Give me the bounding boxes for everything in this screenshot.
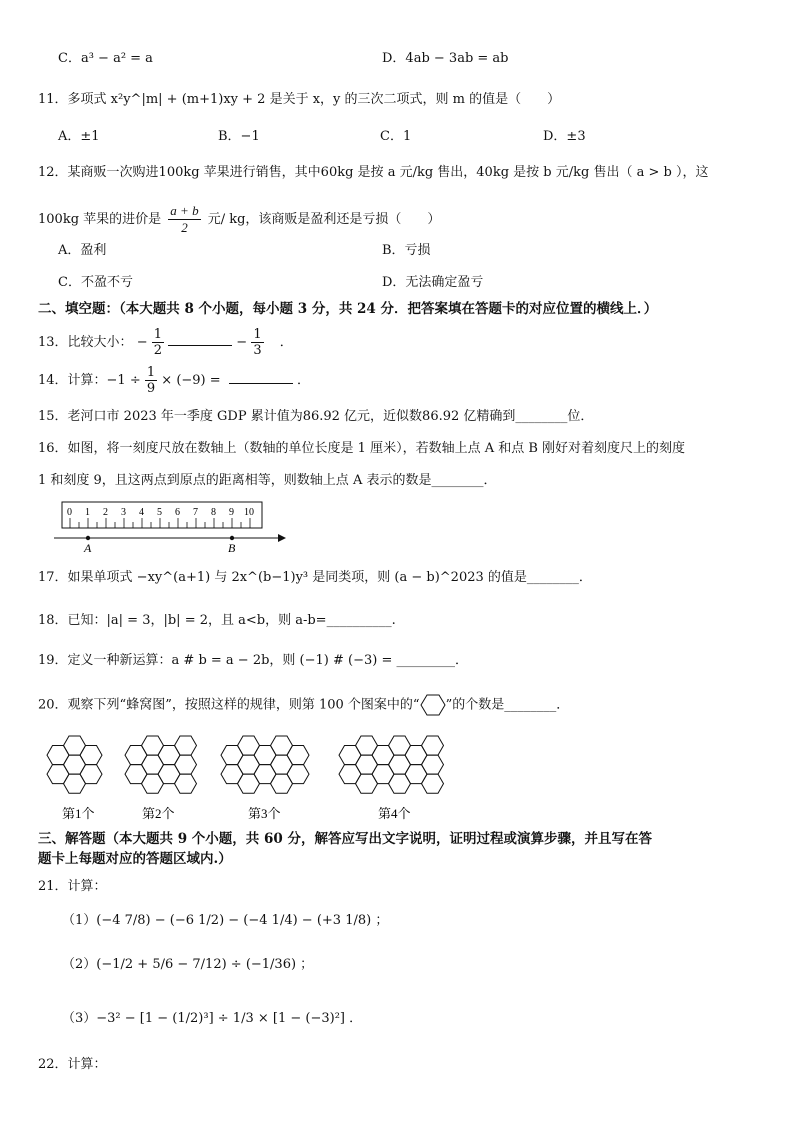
q12-line2	[38, 203, 440, 236]
q12-option-b: B．亏损	[382, 243, 431, 258]
q13-frac-1-num: 1	[153, 327, 163, 342]
q21-part-2: （2）(−1/2 + 5/6 − 7/12) ÷ (−1/36) ；	[62, 957, 314, 972]
q13-minus-1: −	[136, 335, 148, 350]
q16-line1: 16．如图，将一刻度尺放在数轴上（数轴的单位长度是 1 厘米），若数轴上点 A 和点 B 刚好对着刻度尺上的刻度	[38, 441, 686, 456]
q12-option-c: C．不盈不亏	[58, 275, 133, 290]
q12-frac-num: a + b	[170, 203, 199, 218]
q14-frac-den: 9	[146, 381, 156, 396]
q14-end: ．	[296, 373, 310, 388]
honeycomb-cell	[175, 774, 197, 793]
ruler-number-line-figure	[50, 500, 290, 556]
q21-part-1: （1）(−4 7/8) − (−6 1/2) − (−4 1/4) − (+3 1/8) ；	[62, 913, 389, 928]
q14-answer-blank[interactable]	[229, 371, 293, 384]
q20-pre: 20．观察下列“蜂窝图”，按照这样的规律，则第 100 个图案中的“	[38, 697, 420, 713]
section-3-heading-line2: 题卡上每题对应的答题区域内.）	[38, 851, 232, 867]
honeycomb-figures	[40, 728, 480, 824]
q14-pre: 14．计算：−1 ÷	[38, 373, 141, 388]
q14-post: × (−9) =	[161, 373, 221, 388]
honeycomb-label-1: 第1个	[62, 806, 95, 821]
q11-option-b: B．−1	[218, 129, 260, 144]
ruler-tick-label: 8	[211, 507, 216, 518]
ruler-tick-label: 2	[103, 507, 108, 518]
q16-line2: 1 和刻度 9，且这两点到原点的距离相等，则数轴上点 A 表示的数是________．	[38, 473, 497, 488]
ruler-tick-label: 4	[139, 507, 144, 518]
q11-stem: 11．多项式 x²y^|m| + (m+1)xy + 2 是关于 x，y 的三次二项式，则 m 的值是（ ）	[38, 92, 561, 107]
q12-line1: 12．某商贩一次购进100kg 苹果进行销售，其中60kg 是按 a 元/kg 售出，40kg 是按 b 元/kg 售出（ a > b ），这	[38, 165, 709, 180]
q13-answer-blank[interactable]	[168, 333, 232, 346]
q18: 18．已知：|a| = 3，|b| = 2，且 a<b，则 a-b=__________.	[38, 613, 396, 628]
q12-line2-post: 元/ kg，该商贩是盈利还是亏损（ ）	[207, 212, 441, 227]
honeycomb-cell	[422, 755, 444, 774]
q14-frac-num: 1	[146, 365, 156, 380]
q13-frac-2	[251, 327, 263, 358]
q13-post: ．	[279, 335, 293, 350]
q13-pre: 13．比较大小：	[38, 335, 133, 350]
honeycomb-cell	[80, 765, 102, 784]
honeycomb-cell	[422, 736, 444, 755]
q10-option-c: C．a³ − a² = a	[58, 51, 153, 66]
q11-option-d: D．±3	[543, 129, 586, 144]
honeycomb-cell	[175, 755, 197, 774]
ruler-tick-label: 3	[121, 507, 126, 518]
honeycomb-cell	[422, 774, 444, 793]
q17: 17．如果单项式 −xy^(a+1) 与 2x^(b−1)y³ 是同类项，则 (a − b)^2023 的值是________．	[38, 570, 592, 585]
hexagon-icon	[420, 694, 446, 716]
q13-minus-2: −	[236, 335, 248, 350]
honeycomb-cell	[80, 746, 102, 765]
q13	[38, 326, 293, 360]
honeycomb-label-2: 第2个	[142, 806, 175, 821]
q22-title: 22．计算：	[38, 1057, 107, 1072]
q13-frac-2-den: 3	[253, 343, 262, 358]
ruler-ticks	[70, 518, 250, 528]
q10-option-d: D．4ab − 3ab = ab	[382, 51, 509, 66]
section-3-heading-line1: 三、解答题（本大题共 9 个小题，共 60 分，解答应写出文字说明，证明过程或演算步骤，并且写在答	[38, 831, 652, 847]
ruler-tick-label: 0	[67, 507, 72, 518]
honeycomb-cell	[287, 765, 309, 784]
q12-frac-den: 2	[181, 220, 188, 235]
q15: 15．老河口市 2023 年一季度 GDP 累计值为86.92 亿元，近似数86.92 亿精确到________位．	[38, 409, 594, 424]
honeycomb-label-4: 第4个	[378, 806, 411, 821]
point-b-label: B	[228, 541, 236, 555]
number-line-arrow	[278, 534, 286, 542]
q20-post: ”的个数是________．	[445, 697, 570, 713]
q20	[38, 694, 569, 716]
ruler-tick-label: 1	[85, 507, 90, 518]
ruler-tick-label: 7	[193, 507, 198, 518]
honeycomb-cell	[287, 746, 309, 765]
ruler-tick-label: 6	[175, 507, 180, 518]
q14-frac	[145, 365, 157, 396]
q21-part-3: （3）−3² − [1 − (1/2)³] ÷ 1/3 × [1 − (−3)²] ．	[62, 1011, 363, 1026]
q14	[38, 364, 310, 398]
q11-option-a: A．±1	[58, 129, 100, 144]
ruler-tick-label: 5	[157, 507, 162, 518]
q21-title: 21．计算：	[38, 879, 107, 894]
q19: 19．定义一种新运算：a # b = a − 2b，则 (−1) # (−3) = _________．	[38, 653, 468, 668]
q11-option-c: C．1	[380, 129, 412, 144]
q12-option-a: A．盈利	[58, 243, 107, 258]
honeycomb-label-3: 第3个	[248, 806, 281, 821]
section-2-heading: 二、填空题：（本大题共 8 个小题，每小题 3 分，共 24 分．把答案填在答题卡的对应位置的横线上．）	[38, 301, 658, 317]
q12-option-d: D．无法确定盈亏	[382, 275, 484, 290]
honeycomb-patterns	[47, 736, 444, 793]
honeycomb-cell	[175, 736, 197, 755]
q12-fraction	[168, 203, 200, 236]
q13-frac-1-den: 2	[153, 343, 163, 358]
q12-line2-pre: 100kg 苹果的进价是	[38, 212, 162, 227]
point-b-dot	[230, 536, 234, 540]
point-a-dot	[86, 536, 90, 540]
ruler-tick-label: 9	[229, 507, 234, 518]
point-a-label: A	[84, 541, 92, 555]
ruler-tick-label: 10	[244, 507, 254, 518]
ruler-tick-labels	[67, 507, 254, 518]
q13-frac-2-num: 1	[253, 327, 262, 342]
q13-frac-1	[152, 327, 164, 358]
